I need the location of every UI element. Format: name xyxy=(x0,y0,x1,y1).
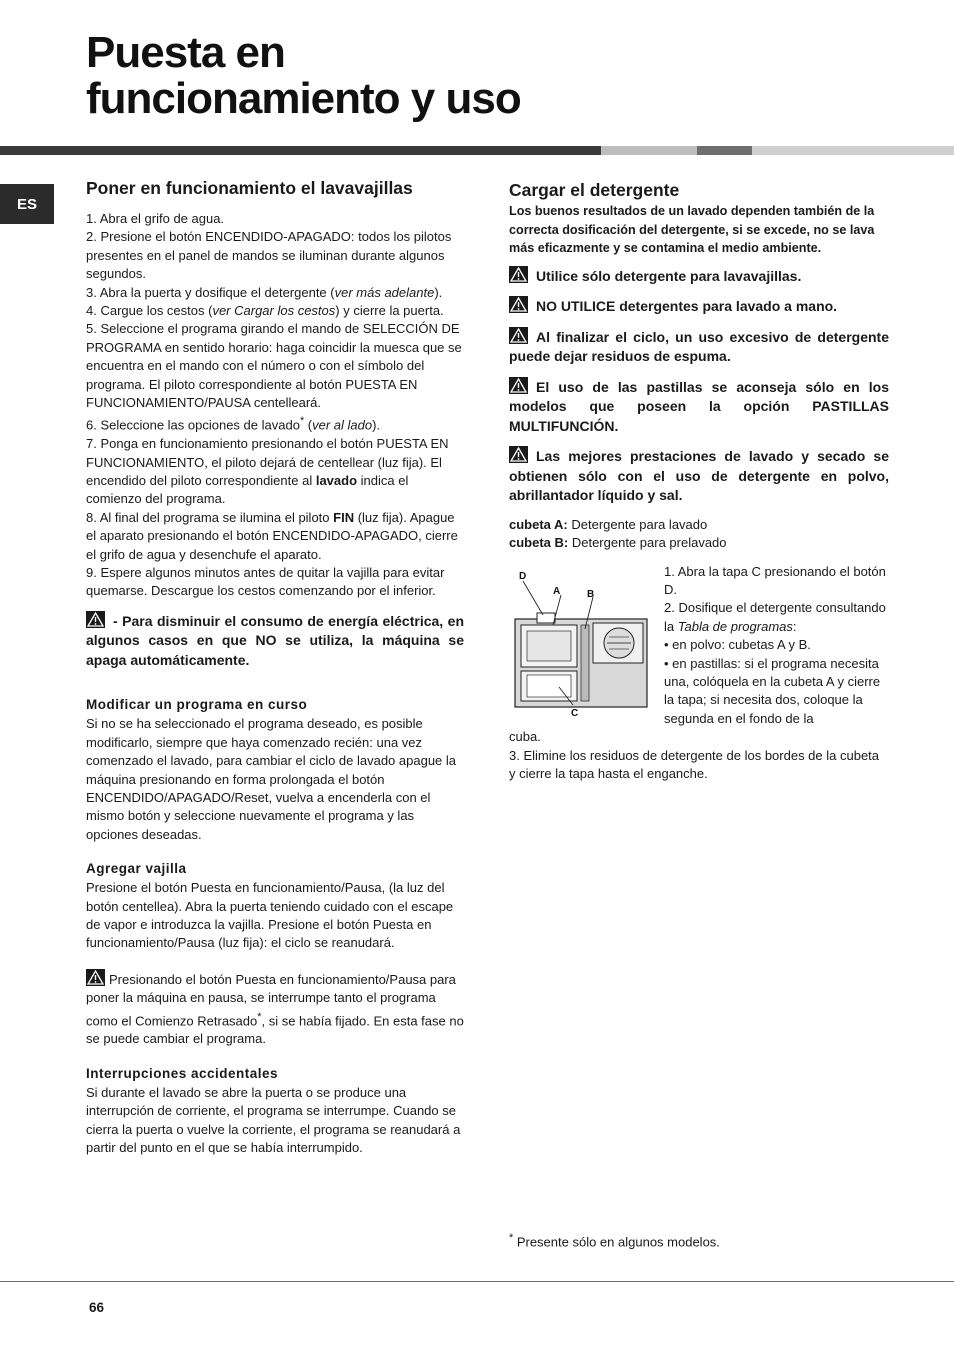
page-title-line-2: funcionamiento y uso xyxy=(86,74,521,123)
cubeta-b-line: cubeta B: Detergente para prelavado xyxy=(509,535,727,551)
warning-icon xyxy=(509,296,528,313)
detergent-steps xyxy=(664,563,889,729)
detergent-step-2: 2. Dosifique el detergente consultando la Tabla de programas: xyxy=(664,600,886,634)
footnote: * Presente sólo en algunos modelos. xyxy=(509,1232,720,1250)
step-2: 2. Presione el botón ENCENDIDO-APAGADO: todos los pilotos presentes en el panel de mandos se iluminan durante algunos segundos. xyxy=(86,229,452,282)
header-band-mid xyxy=(697,146,752,155)
header-band-dark xyxy=(0,146,601,155)
step-1: 1. Abra el grifo de agua. xyxy=(86,211,225,226)
detergent-bullet-2: • en pastillas: si el programa necesita una, colóquela en la cubeta A y cierre la tapa; si necesita dos, coloque la segunda en el fondo de la xyxy=(664,655,881,726)
section-heading-start: Poner en funcionamiento el lavavajillas xyxy=(86,178,413,198)
detergent-warning-3: Al finalizar el ciclo, un uso excesivo de detergente puede dejar residuos de espuma. xyxy=(509,328,889,365)
left-column xyxy=(86,176,464,1157)
language-tab: ES xyxy=(0,184,54,224)
label-d: D xyxy=(519,570,527,582)
warning-icon xyxy=(509,266,528,283)
step-8: 8. Al final del programa se ilumina el piloto FIN (luz fija). Apague el aparato presionando el botón ENCENDIDO-APAGADO, cierre el grifo de agua y desenchufe el aparato. xyxy=(86,509,458,562)
step-4: 4. Cargue los cestos (ver Cargar los cestos) y cierre la puerta. xyxy=(86,303,444,319)
warning-icon xyxy=(509,446,528,463)
warning-icon xyxy=(509,377,528,394)
right-column xyxy=(509,178,889,783)
add-text: Presione el botón Puesta en funcionamiento/Pausa, (la luz del botón centellea). Abra la puerta teniendo cuidado con el escape de vapor e introduzca la vajilla. Presione el botón Puesta en funcionamiento/Pausa (luz fija): el ciclo se reanudará. xyxy=(86,880,454,951)
warning-icon xyxy=(86,969,105,986)
detergent-step-3: 3. Elimine los residuos de detergente de los bordes de la cubeta y cierre la tapa hasta el enganche. xyxy=(509,747,880,782)
step-6: 6. Seleccione las opciones de lavado* (ver al lado). xyxy=(86,415,381,433)
detergent-warning-4: El uso de las pastillas se aconseja sólo en los modelos que poseen la opción PASTILLAS MULTIFUNCIÓN. xyxy=(509,378,889,434)
detergent-step-1: 1. Abra la tapa C presionando el botón D. xyxy=(664,563,886,597)
footnote-star: * xyxy=(509,1232,514,1244)
pause-warning: Presionando el botón Puesta en funcionamiento/Pausa para poner la máquina en pausa, se interrumpe tanto el programa como el Comienzo Retrasado*, si se había fijado. En esta fase no se puede cambiar el programa. xyxy=(86,969,464,1049)
step-9: 9. Espere algunos minutos antes de quitar la vajilla para evitar quemarse. Descargue los cestos comenzando por el inferior. xyxy=(86,565,445,599)
step-3: 3. Abra la puerta y dosifique el detergente (ver más adelante). xyxy=(86,284,443,300)
modify-text: Si no se ha seleccionado el programa deseado, es posible modificarlo, siempre que haya comenzado recién: una vez comenzado el lavado, para cambiar el ciclo de lavado apague la máquina presionando en forma prolongada el botón ENCENDIDO/APAGADO/Reset, vuelva a encenderla con el mismo botón y seleccione nuevamente el programa y las opciones deseadas. xyxy=(86,716,457,842)
energy-warning: - Para disminuir el consumo de energía eléctrica, en algunos casos en que NO se utiliza, la máquina se apaga automáticamente. xyxy=(86,612,464,668)
detergent-bullet-1: • en polvo: cubetas A y B. xyxy=(664,637,811,653)
warning-icon xyxy=(509,327,528,344)
page-title-line-1: Puesta en xyxy=(86,28,285,77)
page-title xyxy=(86,30,521,122)
label-b: B xyxy=(587,588,595,600)
footnote-star: * xyxy=(257,1010,262,1023)
detergent-warning-2: NO UTILICE detergentes para lavado a mano. xyxy=(509,296,889,317)
footer-rule xyxy=(0,1281,954,1282)
page-number: 66 xyxy=(89,1300,105,1315)
modify-heading: Modificar un programa en curso xyxy=(86,697,308,713)
label-c: C xyxy=(571,707,579,717)
warning-icon xyxy=(86,611,105,628)
detergent-lead: Los buenos resultados de un lavado dependen también de la correcta dosificación del detergente, si se excede, no se lava más eficazmente y se contamina el medio ambiente. xyxy=(509,204,875,256)
detergent-bullet-2-tail: cuba. xyxy=(509,729,541,745)
add-heading: Agregar vajilla xyxy=(86,861,187,877)
interrupt-text: Si durante el lavado se abre la puerta o se produce una interrupción de corriente, el programa se interrumpe. Cuando se cierra la puerta o vuelve la corriente, el programa se reanudará a partir del punto en el que se había interrumpido. xyxy=(86,1084,461,1155)
label-a: A xyxy=(553,585,561,597)
interrupt-heading: Interrupciones accidentales xyxy=(86,1065,279,1081)
section-heading-detergent: Cargar el detergente xyxy=(509,180,680,200)
detergent-warning-5: Las mejores prestaciones de lavado y secado se obtienen sólo con el uso de detergente en polvo, abrillantador líquido y sal. xyxy=(509,448,889,504)
header-band-light-end xyxy=(752,146,954,155)
detergent-dispenser-diagram xyxy=(509,567,659,717)
cubeta-a-line: cubeta A: Detergente para lavado xyxy=(509,516,708,532)
detergent-warning-1: Utilice sólo detergente para lavavajillas. xyxy=(509,266,889,287)
step-7: 7. Ponga en funcionamiento presionando el botón PUESTA EN FUNCIONAMIENTO, el piloto dejará de centellear (luz fija). El encendido del piloto correspondiente al lavado indica el comienzo del programa. xyxy=(86,436,449,507)
footnote-star: * xyxy=(299,415,305,428)
header-band-light xyxy=(601,146,697,155)
step-5: 5. Seleccione el programa girando el mando de SELECCIÓN DE PROGRAMA en sentido horario: haga coincidir la muesca que se encuentra en el mando con el número o con el símbolo del programa. El piloto correspondiente al botón PUESTA EN FUNCIONAMIENTO/PAUSA centelleará. xyxy=(86,321,462,411)
